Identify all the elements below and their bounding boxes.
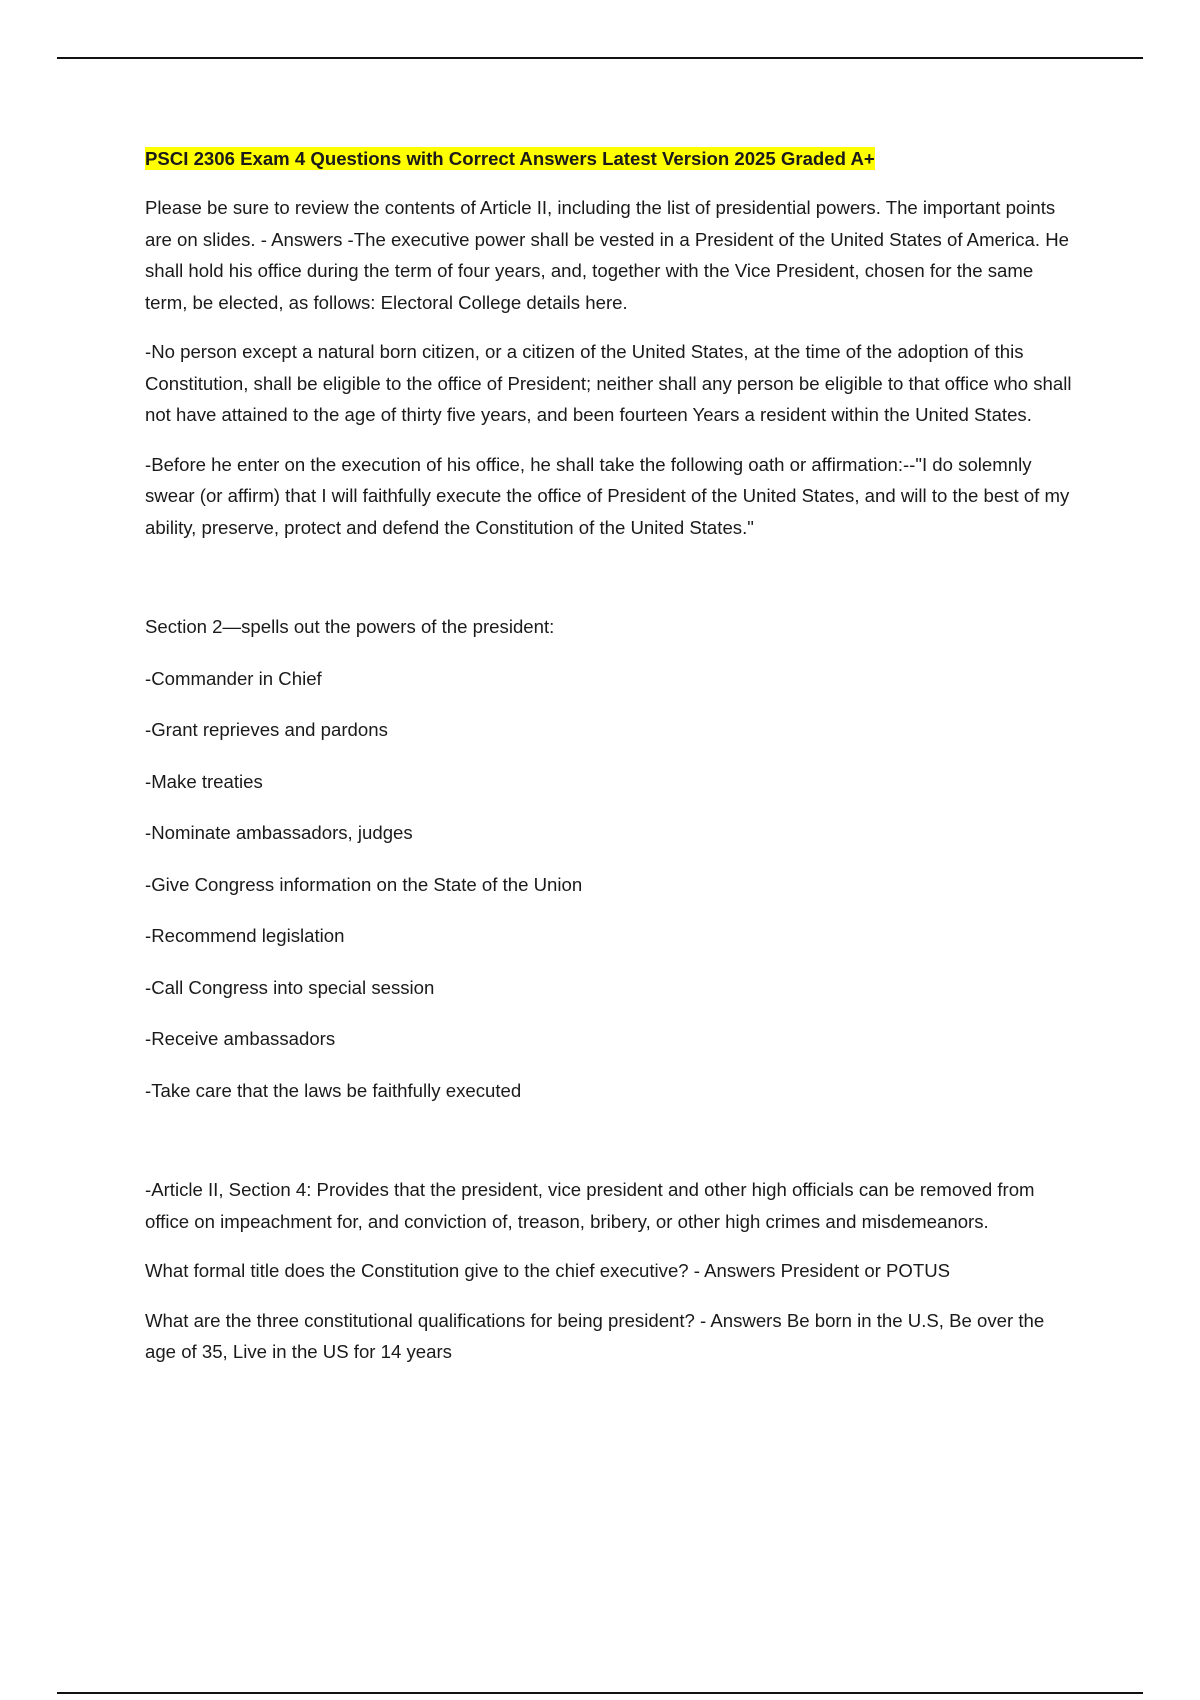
header-rule <box>57 57 1143 59</box>
power-item: -Receive ambassadors <box>145 1028 336 1049</box>
spacer <box>145 561 1080 611</box>
power-item: -Give Congress information on the State of the Union <box>145 873 583 895</box>
power-item: -Recommend legislation <box>145 925 345 946</box>
document-title <box>145 143 1080 174</box>
power-item: -Commander in Chief <box>145 667 322 689</box>
document-body <box>145 143 1080 1386</box>
oath-paragraph: -Before he enter on the execution of his office, he shall take the following oath or affirmation:--"I do solemnly swear (or affirm) that I will faithfully execute the office of President of the United States, and will to the best of my ability, preserve, protect and defend the Constitution of the United States." <box>145 453 1070 538</box>
spacer <box>145 1126 1080 1174</box>
power-item: -Make treaties <box>145 770 263 792</box>
power-item: -Take care that the laws be faithfully executed <box>145 1079 522 1101</box>
power-item: -Call Congress into special session <box>145 976 435 998</box>
title-highlight: PSCI 2306 Exam 4 Questions with Correct Answers Latest Version 2025 Graded A+ <box>145 148 875 169</box>
qualifications-paragraph: -No person except a natural born citizen, or a citizen of the United States, at the time of the adoption of this Constitution, shall be eligible to the office of President; neither shall any person be eligible to that office who shall not have attained to the age of thirty five years, and been fourteen Years a resident within the United States. <box>145 341 1072 425</box>
power-item: -Nominate ambassadors, judges <box>145 822 413 843</box>
intro-paragraph: Please be sure to review the contents of Article II, including the list of presidential powers. The important points are on slides. - Answers -The executive power shall be vested in a President of the United States of America. He shall hold his office during the term of four years, and, together with the Vice President, chosen for the same term, be elected, as follows: Electoral College details here. <box>145 197 1069 313</box>
footer-rule <box>57 1692 1143 1694</box>
qa-item: What formal title does the Constitution give to the chief executive? - Answers President or POTUS <box>145 1260 951 1281</box>
section4-paragraph: -Article II, Section 4: Provides that the president, vice president and other high officials can be removed from office on impeachment for, and conviction of, treason, bribery, or other high crimes and misdemeanors. <box>145 1179 1035 1232</box>
power-item: -Grant reprieves and pardons <box>145 719 388 740</box>
section2-heading: Section 2—spells out the powers of the president: <box>145 616 555 637</box>
qa-item: What are the three constitutional qualifications for being president? - Answers Be born in the U.S, Be over the age of 35, Live in the US for 14 years <box>145 1309 1045 1362</box>
